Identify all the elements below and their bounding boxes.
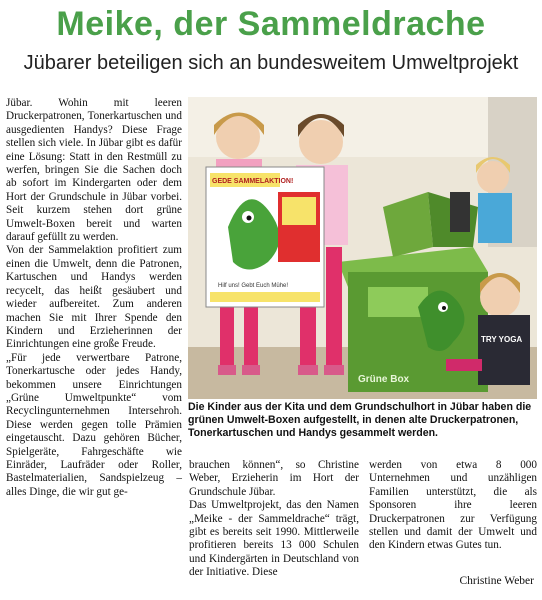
photo-caption: Die Kinder aus der Kita und dem Grundschulhort in Jübar haben die grünen Umwelt-Boxen aufgestellt, in denen alte Druckerpatronen, Tonerkartuschen und Handys gesammelt werden. <box>188 401 532 439</box>
shirt-text: TRY YOGA <box>481 335 523 344</box>
poster <box>206 167 324 307</box>
paragraph: Das Umweltprojekt, das den Namen „Meike - der Sammeldrache“ trägt, gibt es bereits seit 1990. Mittlerweile profitieren bereits 13 000 Schulen und Kindergärten in Deutschland von der Initiative. Diese <box>189 499 359 579</box>
paragraph: Von der Sammelaktion profitiert zum einen die Umwelt, denn die Patronen, Kartuschen und Handys werden recycelt, das heißt gesäubert und wieder aufbereitet. Zum anderen machen Sie mit Ihrer Spende den Kindern und Erzieherinnen der Einrichtungen eine große Freude. <box>6 244 182 351</box>
article-column-2 <box>189 459 359 580</box>
article-column-3 <box>369 459 537 553</box>
article-column-1 <box>6 97 182 499</box>
poster-subtext: Hilf uns! Gebt Euch Mühe! <box>218 283 289 289</box>
paragraph: „Für jede verwertbare Patrone, Tonerkartusche oder jedes Handy, bekommen unsere Einrichtungen „Grüne Umweltpunkte“ vom Recyclingunternehmen Intersehroh. Diese werden gegen tolle Prämien eingetauscht. Dazu gehören Bücher, Spielgeräte, Fahrgeschäfte wie Einräder, Laufräder oder Roller, Bastelmaterialien, Sandspielzeug – alles Dinge, die wir gut ge- <box>6 351 182 498</box>
photo-illustration <box>188 97 537 399</box>
author-byline: Christine Weber <box>459 575 534 587</box>
box-label: Grüne Box <box>358 374 410 385</box>
article-photo <box>188 97 537 399</box>
paragraph: werden von etwa 8 000 Unternehmen und unzähligen Familien unterstützt, die als Sponsoren ihre leeren Druckerpatronen zur Verfügung stellen und damit der Umwelt und den Kindern etwas Gutes tun. <box>369 459 537 552</box>
paragraph: brauchen können“, so Christine Weber, Erzieherin im Hort der Grundschule Jübar. <box>189 459 359 498</box>
subheadline: Jübarer beteiligen sich an bundesweitem Umweltprojekt <box>23 52 519 74</box>
paragraph: Jübar. Wohin mit leeren Druckerpatronen, Tonerkartuschen und ausgedienten Handys? Diese Frage stellen sich viele. In Jübar gibt es dafür eine Lösung: Statt in den Restmüll zu werfen, bringen Sie die Sachen doch ab sofort im Kindergarten oder dem Hort der Grundschule in Jübar vorbei. Seit kurzem stehen dort grüne Umwelt-Boxen bereit und warten darauf gefüllt zu werden. <box>6 97 182 244</box>
poster-heading: GEDE SAMMELAKTION! <box>212 178 294 185</box>
headline: Meike, der Sammeldrache <box>56 5 486 43</box>
